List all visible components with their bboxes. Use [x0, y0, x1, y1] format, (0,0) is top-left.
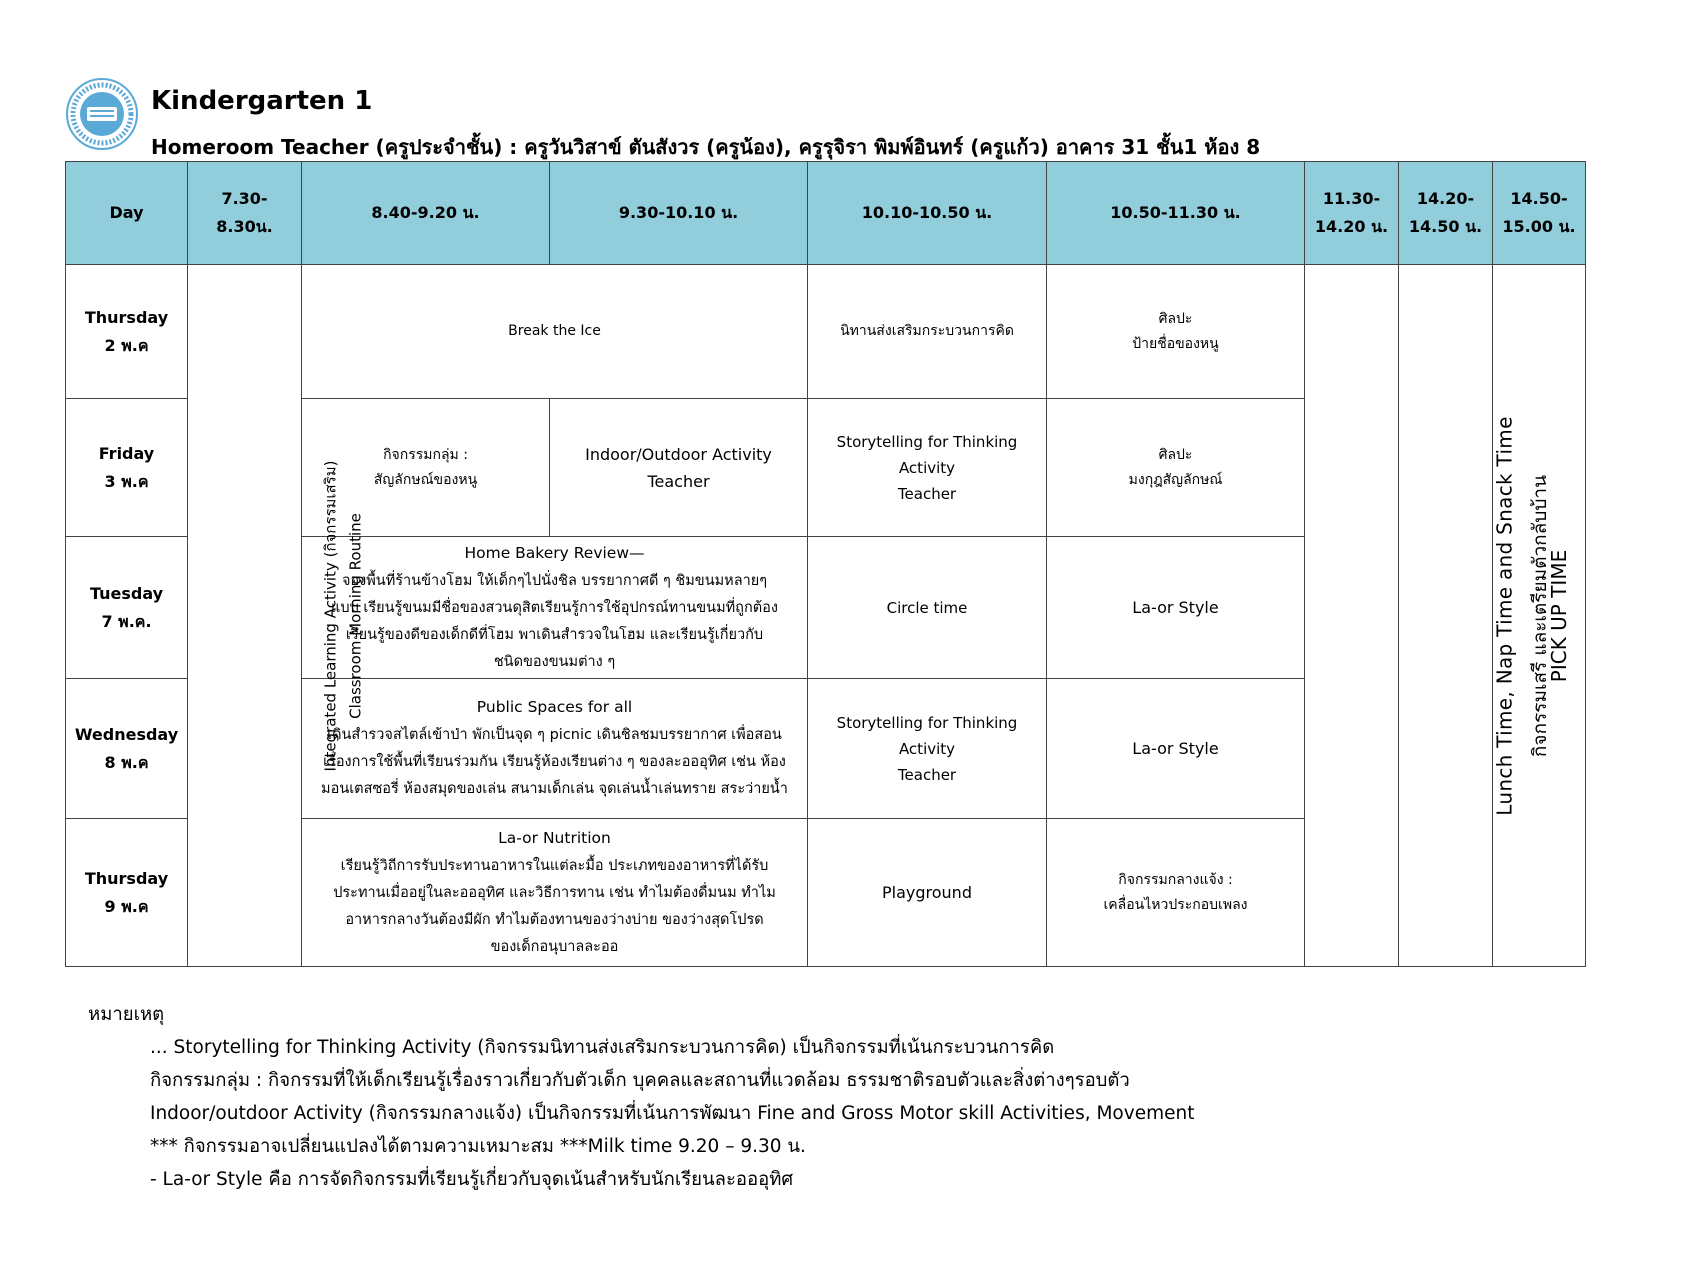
day-cell: Wednesday 8 พ.ค: [66, 679, 188, 819]
activity-cell: Storytelling for Thinking Activity Teacher: [808, 399, 1047, 537]
activity-cell: Public Spaces for all เดินสำรวจสไตล์เข้าป่า พักเป็นจุด ๆ picnic เดินชิลชมบรรยากาศ เพื่อสอน เรื่องการใช้พื้นที่เรียนร่วมกัน เรียนรู้ห้องเรียนต่าง ๆ ของละอออุทิศ เช่น ห้อง มอนเตสซอรี่ ห้องสมุดของเล่น สนามเด็กเล่น จุดเล่นน้ำเล่นทราย สระว่ายน้ำ: [302, 679, 808, 819]
day-cell: Friday 3 พ.ค: [66, 399, 188, 537]
header-time-1450: 14.50- 15.00 น.: [1493, 162, 1586, 265]
notes-title: หมายเหตุ: [88, 1004, 165, 1025]
day-cell: Thursday 2 พ.ค: [66, 265, 188, 399]
day-cell: Tuesday 7 พ.ค.: [66, 537, 188, 679]
header-time-840: 8.40-9.20 น.: [302, 162, 550, 265]
page-title: Kindergarten 1: [151, 86, 373, 116]
activity-title: La-or Nutrition: [498, 828, 611, 847]
activity-cell: Break the Ice: [302, 265, 808, 399]
schedule-table: [65, 161, 1586, 967]
lunch-time-label: Lunch Time, Nap Time and Snack Time: [1492, 415, 1517, 816]
activity-cell: Circle time: [808, 537, 1047, 679]
note-line: *** กิจกรรมอาจเปลี่ยนแปลงได้ตามความเหมาะสม ***Milk time 9.20 – 9.30 น.: [150, 1136, 806, 1157]
activity-cell: กิจกรรมกลางแจ้ง : เคลื่อนไหวประกอบเพลง: [1047, 819, 1305, 967]
lunch-time-cell: [1305, 265, 1517, 967]
day-cell: Thursday 9 พ.ค: [66, 819, 188, 967]
note-line: กิจกรรมกลุ่ม : กิจกรรมที่ให้เด็กเรียนรู้เรื่องราวเกี่ยวกับตัวเด็ก บุคคลและสถานที่แวดล้อม ธรรมชาติรอบตัวและสิ่งต่างๆรอบตัว: [150, 1070, 1130, 1091]
notes-section: [88, 998, 1194, 1196]
activity-cell: Storytelling for Thinking Activity Teacher: [808, 679, 1047, 819]
integrated-learning-cell: [188, 265, 365, 967]
header-time-930: 9.30-10.10 น.: [550, 162, 808, 265]
pickup-time-label: PICK UP TIME: [1547, 549, 1572, 682]
integrated-learning-label: Integrated Learning Activity (กิจกรรมเสริม): [321, 460, 340, 771]
header-time-1050: 10.50-11.30 น.: [1047, 162, 1305, 265]
morning-routine-label: Classroom Morning Routine: [346, 512, 365, 719]
activity-cell: La-or Style: [1047, 537, 1305, 679]
school-logo: [66, 78, 138, 150]
activity-cell: ศิลปะ มงกุฎสัญลักษณ์: [1047, 399, 1305, 537]
activity-cell: Home Bakery Review— จองพื้นที่ร้านข้างโฮม ให้เด็กๆไปนั่งชิล บรรยากาศดี ๆ ชิมขนมหลายๆ แบบ เรียนรู้ขนมมีชื่อของสวนดุสิตเรียนรู้การใช้อุปกรณ์ทานขนมที่ถูกต้อง เรียนรู้ของดีของเด็กดีที่โฮม พาเดินสำรวจในโฮม และเรียนรู้เกี่ยวกับ ชนิดของขนมต่าง ๆ: [302, 537, 808, 679]
activity-cell: Indoor/Outdoor Activity Teacher: [550, 399, 808, 537]
free-activity-label: กิจกรรมเสรี และเตรียมตัวกลับบ้าน: [1529, 474, 1552, 757]
activity-cell: กิจกรรมกลุ่ม : สัญลักษณ์ของหนู: [302, 399, 550, 537]
activity-cell: นิทานส่งเสริมกระบวนการคิด: [808, 265, 1047, 399]
activity-title: Public Spaces for all: [476, 698, 633, 716]
header-row: [66, 162, 1586, 265]
activity-cell: Playground: [808, 819, 1047, 967]
row-thursday-2: [66, 265, 1586, 399]
header-time-1420: 14.20- 14.50 น.: [1399, 162, 1493, 265]
header-time-1130: 11.30- 14.20 น.: [1305, 162, 1399, 265]
activity-cell: La-or Style: [1047, 679, 1305, 819]
header-time-730: 7.30-8.30น.: [188, 162, 302, 265]
activity-title: Home Bakery Review—: [464, 543, 645, 562]
homeroom-teacher-line: Homeroom Teacher (ครูประจำชั้น) : ครูวันวิสาข์ ตันสังวร (ครูน้อง), ครูรุจิรา พิมพ์อินทร์ (ครูแก้ว) อาคาร 31 ชั้น1 ห้อง 8: [151, 135, 1261, 159]
note-line: - La-or Style คือ การจัดกิจกรรมที่เรียนรู้เกี่ยวกับจุดเน้นสำหรับนักเรียนละอออุทิศ: [150, 1169, 794, 1190]
header-day: Day: [66, 162, 188, 265]
activity-cell: La-or Nutrition เรียนรู้วิถีการรับประทานอาหารในแต่ละมื้อ ประเภทของอาหารที่ได้รับ ประทานเมื่ออยู่ในละอออุทิศ และวิธีการทาน เช่น ทำไมต้องดื่มนม ทำไม อาหารกลางวันต้องมีผัก ทำไมต้องทานของว่างบ่าย ของว่างสุดโปรด ของเด็กอนุบาลละออ: [302, 819, 808, 967]
header-time-1010: 10.10-10.50 น.: [808, 162, 1047, 265]
activity-cell: ศิลปะ ป้ายชื่อของหนู: [1047, 265, 1305, 399]
note-line: Indoor/outdoor Activity (กิจกรรมกลางแจ้ง) เป็นกิจกรรมที่เน้นการพัฒนา Fine and Gross Motor skill Activities, Movement: [150, 1103, 1195, 1124]
note-line: ... Storytelling for Thinking Activity (กิจกรรมนิทานส่งเสริมกระบวนการคิด) เป็นกิจกรรมที่เน้นกระบวนการคิด: [150, 1037, 1055, 1058]
